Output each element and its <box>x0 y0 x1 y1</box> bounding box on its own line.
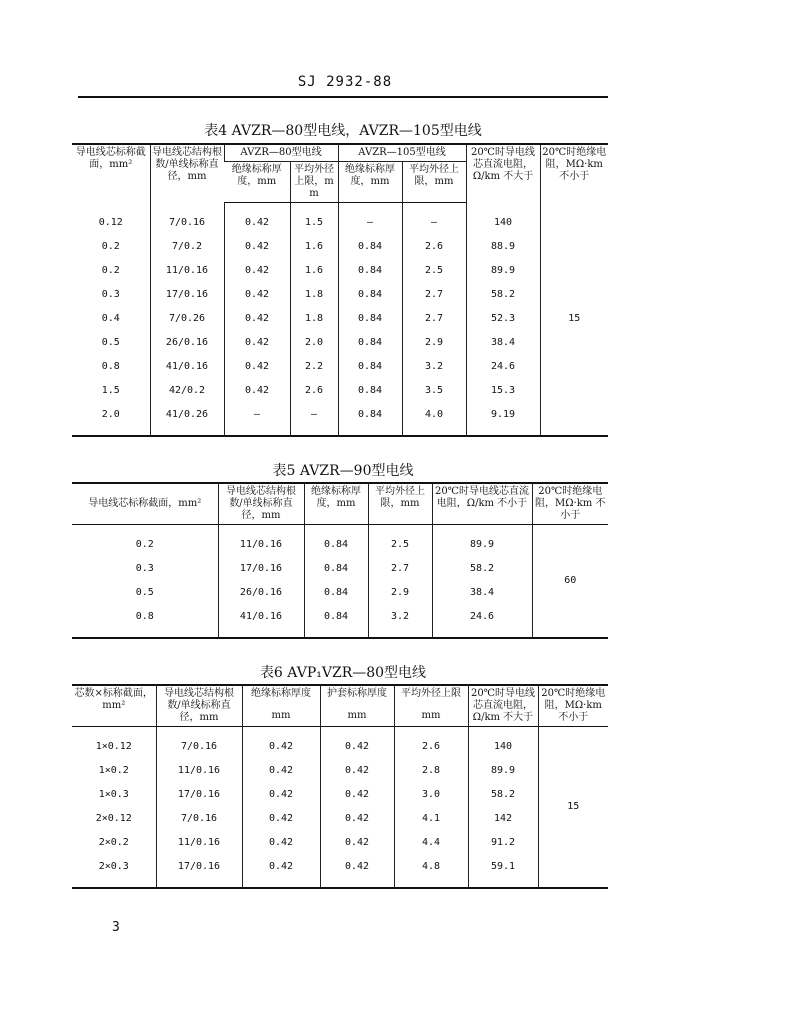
table-cell: 0.8 <box>101 361 120 372</box>
insulation-resistance-cell: 60 <box>532 533 608 629</box>
table-cell: 0.42 <box>224 307 290 331</box>
table-cell: 0.2 <box>101 265 120 276</box>
table-row <box>72 235 608 259</box>
table-cell: 2.0 <box>101 409 120 420</box>
table-cell: 89.9 <box>468 759 538 783</box>
table-row <box>72 581 608 605</box>
table-cell: 142 <box>468 807 538 831</box>
table-cell: 1.5 <box>101 385 120 396</box>
table-cell: 0.42 <box>224 379 290 403</box>
table5-header-section: 导电线芯标称截面，mm² <box>72 483 218 525</box>
table-cell: 2.9 <box>402 331 466 355</box>
table-cell: 0.42 <box>242 855 320 879</box>
header-rule <box>78 96 608 98</box>
table-row <box>72 307 608 331</box>
table6-caption: 表6 AVP₁VZR—80型电线 <box>259 665 427 681</box>
table5-header-resistance: 20℃时导电线芯直流电阻，Ω/km 不小于 <box>432 483 532 525</box>
table5-header-ins: 绝缘标称厚度，mm <box>304 483 368 525</box>
table-cell: 4.8 <box>394 855 468 879</box>
table-row <box>72 355 608 379</box>
table-cell: 38.4 <box>466 331 540 355</box>
table-cell: 2×0.3 <box>98 861 129 872</box>
table-cell: 1.6 <box>290 235 338 259</box>
table-cell: 0.42 <box>242 783 320 807</box>
table5-caption: 表5 AVZR—90型电线 <box>272 463 414 479</box>
table-cell: 2.7 <box>402 283 466 307</box>
table-cell: 42/0.2 <box>150 379 224 403</box>
table-cell: 0.2 <box>135 539 154 550</box>
table-cell: 7/0.26 <box>150 307 224 331</box>
table-cell: 0.84 <box>338 307 402 331</box>
table-cell: 0.84 <box>338 235 402 259</box>
table-cell: 4.0 <box>402 403 466 427</box>
table-cell: 0.4 <box>101 313 120 324</box>
table-cell: 0.42 <box>242 831 320 855</box>
table6-header-sheath-unit: mm <box>347 710 367 721</box>
page-number: 3 <box>112 920 120 935</box>
table4-header-group105: AVZR—105型电线 <box>338 144 466 162</box>
table-cell: 1.6 <box>290 259 338 283</box>
table-cell: 0.42 <box>320 807 394 831</box>
table-cell: — <box>338 211 402 235</box>
table-cell: 58.2 <box>466 283 540 307</box>
table-cell: 24.6 <box>466 355 540 379</box>
table4-header-od80: 平均外径上限，mm <box>290 162 338 203</box>
table-row <box>72 211 608 235</box>
table-cell: 2.9 <box>368 581 432 605</box>
table-cell: 0.42 <box>320 759 394 783</box>
table4-header-od105: 平均外径上限，mm <box>402 162 466 203</box>
table-cell: 0.5 <box>135 587 154 598</box>
table-cell: 88.9 <box>466 235 540 259</box>
table-cell: 7/0.16 <box>156 807 242 831</box>
table6-header-od <box>394 685 468 727</box>
table6-header-insres: 20℃时绝缘电阻，MΩ·km 不小于 <box>538 685 608 727</box>
table-cell: 0.84 <box>338 283 402 307</box>
table6-header-ins-label: 绝缘标称厚度 <box>251 688 311 699</box>
table4-header-group80: AVZR—80型电线 <box>224 144 338 162</box>
table-cell: 26/0.16 <box>150 331 224 355</box>
table-cell: 17/0.16 <box>156 783 242 807</box>
table-cell: 7/0.2 <box>150 235 224 259</box>
table4-header-ins80: 绝缘标称厚度，mm <box>224 162 290 203</box>
table-cell: 1.8 <box>290 307 338 331</box>
table-cell: — <box>290 403 338 427</box>
table-cell: 91.2 <box>468 831 538 855</box>
table-cell: 2.5 <box>402 259 466 283</box>
table-row <box>72 759 608 783</box>
table-row <box>72 259 608 283</box>
table-cell: 2.7 <box>368 557 432 581</box>
table-cell: 11/0.16 <box>156 759 242 783</box>
table-row <box>72 855 608 879</box>
table-cell: 3.5 <box>402 379 466 403</box>
table-cell: 0.42 <box>224 211 290 235</box>
table-row <box>72 807 608 831</box>
table-cell: 41/0.26 <box>150 403 224 427</box>
table6-header-sheath-label: 护套标称厚度 <box>327 688 387 699</box>
table-cell: 3.0 <box>394 783 468 807</box>
table-cell: 3.2 <box>402 355 466 379</box>
table-cell: 0.84 <box>304 557 368 581</box>
table6-header-resistance: 20℃时导电线芯直流电阻，Ω/km 不大于 <box>468 685 538 727</box>
table-row <box>72 783 608 807</box>
table-cell: 15.3 <box>466 379 540 403</box>
table4-header-section: 导电线芯标称截面，mm² <box>72 144 150 203</box>
table-cell: 89.9 <box>466 259 540 283</box>
table-cell: 58.2 <box>468 783 538 807</box>
table-cell: 38.4 <box>432 581 532 605</box>
table4-header-ins105: 绝缘标称厚度，mm <box>338 162 402 203</box>
table6-header-section: 芯数×标称截面，mm² <box>72 685 156 727</box>
table-cell: 11/0.16 <box>218 533 304 557</box>
table-cell: 2×0.12 <box>95 813 132 824</box>
table-row <box>72 557 608 581</box>
table-cell: 0.42 <box>224 331 290 355</box>
table-cell: 17/0.16 <box>150 283 224 307</box>
table-cell: 2.8 <box>394 759 468 783</box>
table-row <box>72 533 608 557</box>
table4-caption: 表4 AVZR—80型电线，AVZR—105型电线 <box>204 123 482 139</box>
table-cell: 52.3 <box>466 307 540 331</box>
table-cell: 0.42 <box>242 735 320 759</box>
table-cell: 2.2 <box>290 355 338 379</box>
table-cell: 2.7 <box>402 307 466 331</box>
table-cell: 0.3 <box>101 289 120 300</box>
table-cell: 9.19 <box>466 403 540 427</box>
table-row <box>72 735 608 759</box>
insulation-resistance-cell: 15 <box>540 211 608 427</box>
table-cell: 1×0.12 <box>95 741 132 752</box>
table4-header-resistance: 20℃时导电线芯直流电阻，Ω/km 不大于 <box>466 144 540 203</box>
table-cell: 0.42 <box>224 235 290 259</box>
table-row <box>72 379 608 403</box>
table-cell: 1.5 <box>290 211 338 235</box>
table-cell: 41/0.16 <box>150 355 224 379</box>
table5-header-insres: 20℃时绝缘电阻，MΩ·km 不小于 <box>532 483 608 525</box>
table-cell: — <box>402 211 466 235</box>
table5-header-od: 平均外径上限，mm <box>368 483 432 525</box>
document-code: SJ 2932-88 <box>297 74 393 90</box>
table-row <box>72 831 608 855</box>
table-cell: 0.5 <box>101 337 120 348</box>
table-cell: 58.2 <box>432 557 532 581</box>
table-cell: 2.6 <box>394 735 468 759</box>
table-cell: 0.42 <box>224 259 290 283</box>
table6 <box>72 684 608 889</box>
table-cell: 11/0.16 <box>150 259 224 283</box>
table-cell: 2.6 <box>290 379 338 403</box>
table-row <box>72 331 608 355</box>
table-cell: 1×0.2 <box>98 765 129 776</box>
table-cell: 0.84 <box>304 533 368 557</box>
table-cell: 0.42 <box>224 283 290 307</box>
table-cell: 140 <box>466 211 540 235</box>
table-cell: 0.42 <box>320 855 394 879</box>
table-cell: 26/0.16 <box>218 581 304 605</box>
table-cell: 2.0 <box>290 331 338 355</box>
table-cell: 0.12 <box>98 217 123 228</box>
table6-header-ins <box>242 685 320 727</box>
table4-header-structure: 导电线芯结构根数/单线标称直径，mm <box>150 144 224 203</box>
table5 <box>72 482 608 639</box>
table-row <box>72 403 608 427</box>
table-row <box>72 283 608 307</box>
table4-header-insres: 20℃时绝缘电阻，MΩ·km 不小于 <box>540 144 608 203</box>
table-cell: 0.2 <box>101 241 120 252</box>
table6-header-sheath <box>320 685 394 727</box>
table6-header-od-unit: mm <box>421 710 441 721</box>
table-cell: 0.84 <box>338 259 402 283</box>
table-cell: 0.42 <box>224 355 290 379</box>
table-cell: 0.3 <box>135 563 154 574</box>
table-cell: 140 <box>468 735 538 759</box>
insulation-resistance-cell: 15 <box>538 735 608 879</box>
table-cell: 3.2 <box>368 605 432 629</box>
table-cell: 0.8 <box>135 611 154 622</box>
table-cell: 0.42 <box>320 831 394 855</box>
table-cell: 7/0.16 <box>150 211 224 235</box>
table-cell: 4.4 <box>394 831 468 855</box>
table-cell: 0.42 <box>320 783 394 807</box>
table-cell: 2.6 <box>402 235 466 259</box>
table-cell: 89.9 <box>432 533 532 557</box>
table-cell: 2×0.2 <box>98 837 129 848</box>
table-cell: 0.84 <box>304 581 368 605</box>
table-cell: 41/0.16 <box>218 605 304 629</box>
table5-header-structure: 导电线芯结构根数/单线标称直径，mm <box>218 483 304 525</box>
table-cell: 0.84 <box>338 403 402 427</box>
table-cell: 7/0.16 <box>156 735 242 759</box>
table-cell: 0.42 <box>320 735 394 759</box>
table-cell: — <box>224 403 290 427</box>
table-cell: 1×0.3 <box>98 789 129 800</box>
table-cell: 59.1 <box>468 855 538 879</box>
table-cell: 0.84 <box>304 605 368 629</box>
table-row <box>72 605 608 629</box>
table-cell: 2.5 <box>368 533 432 557</box>
table6-header-structure: 导电线芯结构根数/单线标称直径，mm <box>156 685 242 727</box>
table-cell: 11/0.16 <box>156 831 242 855</box>
table-cell: 0.84 <box>338 379 402 403</box>
table-cell: 1.8 <box>290 283 338 307</box>
table-cell: 4.1 <box>394 807 468 831</box>
table-cell: 24.6 <box>432 605 532 629</box>
table6-header-od-label: 平均外径上限 <box>401 688 461 699</box>
table-cell: 0.84 <box>338 355 402 379</box>
table-cell: 17/0.16 <box>156 855 242 879</box>
table-cell: 0.42 <box>242 807 320 831</box>
table6-header-ins-unit: mm <box>271 710 291 721</box>
table-cell: 0.42 <box>242 759 320 783</box>
table-cell: 0.84 <box>338 331 402 355</box>
table4 <box>72 143 608 437</box>
table-cell: 17/0.16 <box>218 557 304 581</box>
